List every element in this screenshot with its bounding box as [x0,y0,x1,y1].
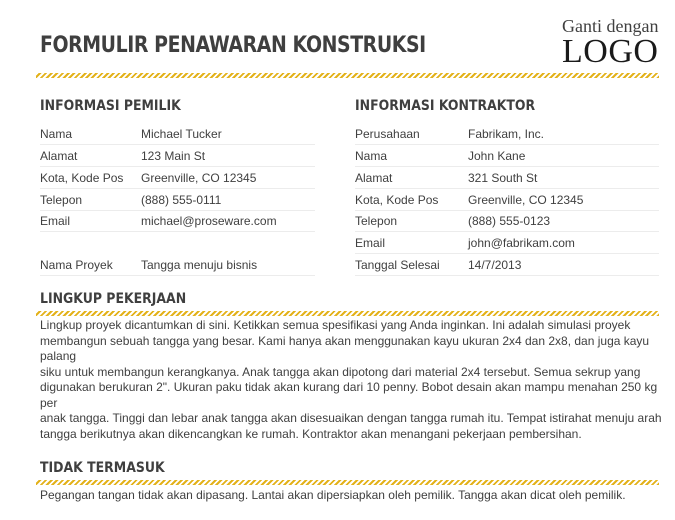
exclusions-text[interactable]: Pegangan tangan tidak akan dipasang. Lantai akan dipersiapkan oleh pemilik. Tangga akan dicat oleh pemilik. [40,488,626,502]
field-label: Nama [355,149,388,163]
field-value[interactable]: (888) 555-0123 [468,214,551,228]
scope-divider [36,311,659,316]
owner-row-city [40,168,315,189]
field-label: Alamat [355,171,393,185]
exclusions-heading: TIDAK TERMASUK [40,460,165,476]
field-label: Email [40,214,71,228]
page-title: FORMULIR PENAWARAN KONSTRUKSI [40,33,426,58]
field-value[interactable]: Greenville, CO 12345 [141,171,257,185]
owner-row-project [40,255,315,276]
field-value[interactable]: 14/7/2013 [468,258,522,272]
field-value[interactable]: (888) 555-0111 [141,193,222,207]
contractor-row-company [355,124,659,145]
field-label: Kota, Kode Pos [355,193,439,207]
header-divider [36,73,659,78]
scope-text[interactable] [40,318,665,442]
scope-heading: LINGKUP PEKERJAAN [40,291,187,307]
field-label: Alamat [40,149,78,163]
field-value[interactable]: Greenville, CO 12345 [468,193,584,207]
field-label: Email [355,236,386,250]
logo-placeholder: LOGO [562,33,659,70]
scope-line: anak tangga. Tinggi dan lebar anak tangga akan disesuaikan dengan tangga rumah itu. Tempat istirahat menuju arah [40,411,662,425]
scope-line: Lingkup proyek dicantumkan di sini. Ketikkan semua spesifikasi yang Anda inginkan. Ini adalah simulasi proyek [40,318,631,332]
owner-row-address [40,146,315,167]
field-value[interactable]: Fabrikam, Inc. [468,127,545,141]
field-label: Nama [40,127,73,141]
field-value[interactable]: john@fabrikam.com [468,236,575,250]
field-value[interactable]: John Kane [468,149,526,163]
scope-line: tangga berikutnya akan dikencangkan ke rumah. Kontraktor akan menangani pekerjaan pembersihan. [40,426,582,441]
exclusions-divider [36,480,659,485]
owner-row-phone [40,190,315,211]
scope-line: digunakan berukuran 2". Ukuran paku tidak akan kurang dari 10 penny. Bobot desain akan mampu menahan 250 kg per [40,380,658,410]
field-value[interactable]: Michael Tucker [141,127,222,141]
contractor-row-city [355,190,659,211]
scope-line: siku untuk membangun kerangkanya. Anak tangga akan dipotong dari material 2x4 tersebut. Semua sekrup yang [40,364,641,379]
owner-heading: INFORMASI PEMILIK [40,98,181,114]
owner-row-email [40,211,315,232]
field-value[interactable]: 123 Main St [141,149,206,163]
contractor-row-name [355,146,659,167]
logo-placeholder-caption: Ganti dengan [562,16,659,36]
field-label: Tanggal Selesai [355,258,440,272]
owner-row-name [40,124,315,145]
field-value[interactable]: Tangga menuju bisnis [141,258,258,272]
field-label: Perusahaan [355,127,420,141]
field-label: Telepon [40,193,83,207]
field-label: Nama Proyek [40,258,113,272]
field-label: Kota, Kode Pos [40,171,124,185]
contractor-row-address [355,168,659,189]
field-value[interactable]: 321 South St [468,171,538,185]
contractor-row-phone [355,211,659,232]
contractor-row-email [355,233,659,254]
field-label: Telepon [355,214,398,228]
contractor-row-completion-date [355,255,659,276]
contractor-heading: INFORMASI KONTRAKTOR [355,98,536,114]
scope-line: membangun sebuah tangga yang besar. Kami hanya akan menggunakan kayu ukuran 2x4 dan 2x8, dan juga kayu palang [40,333,650,363]
field-value[interactable]: michael@proseware.com [141,214,277,228]
